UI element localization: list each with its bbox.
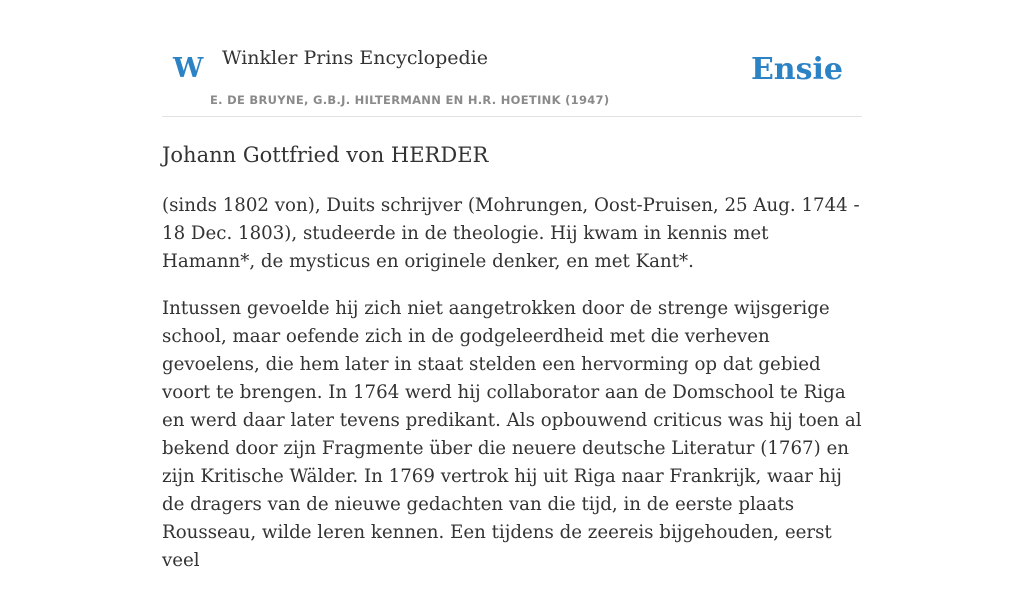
- page: [162, 0, 862, 571]
- article-paragraph-2: Intussen gevoelde hij zich niet aangetrokken door de strenge wijsgerige school, maar oefende zich in de godgeleerdheid met die verheven gevoelens, die hem later in staat stelden een hervorming op dat gebied voort te brengen. In 1764 werd hij collaborator aan de Domschool te Riga en werd daar later tevens predikant. Als opbouwend criticus was hij toen al bekend door zijn Fragmente über die neuere deutsche Literatur (1767) en zijn Kritische Wälder. In 1769 vertrok hij uit Riga naar Frankrijk, waar hij de dragers van de nieuwe gedachten van die tijd, in de eerste plaats Rousseau, wilde leren kennen. Een tijdens de zeereis bijgehouden, eerst veel: [162, 298, 862, 571]
- article-body: [162, 192, 862, 594]
- ensie-logo-link[interactable]: Ensie: [750, 52, 843, 87]
- article-paragraph-1: (sinds 1802 von), Duits schrijver (Mohrungen, Oost-Pruisen, 25 Aug. 1744 - 18 Dec. 1803), studeerde in de theologie. Hij kwam in kennis met Hamann*, de mysticus en originele denker, en met Kant*.: [162, 195, 860, 272]
- article-title: Johann Gottfried von HERDER: [162, 143, 489, 167]
- source-logo-icon[interactable]: W: [173, 53, 204, 84]
- source-authors: E. DE BRUYNE, G.B.J. HILTERMANN EN H.R. HOETINK (1947): [210, 93, 610, 107]
- source-title-link[interactable]: Winkler Prins Encyclopedie: [222, 47, 488, 69]
- source-header: [162, 0, 862, 117]
